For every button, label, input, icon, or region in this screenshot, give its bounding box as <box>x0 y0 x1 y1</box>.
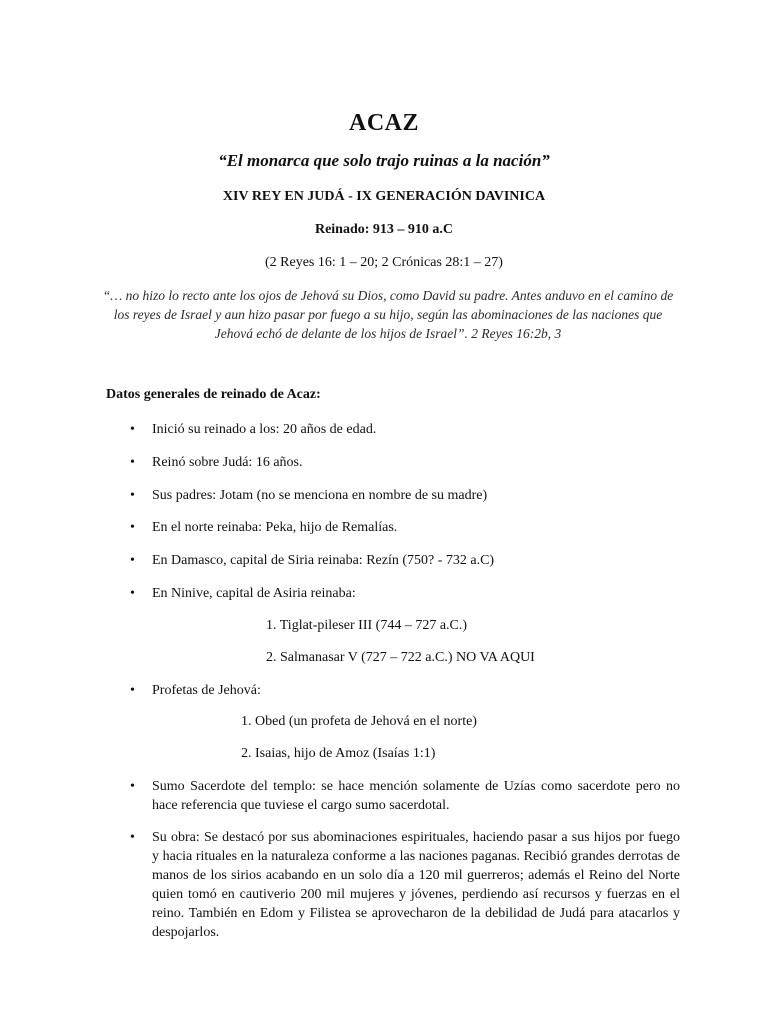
generation-line: XIV REY EN JUDÁ - IX GENERACIÓN DAVINICA <box>222 189 546 204</box>
assyria-king-item: 1. Tiglat-pileser III (744 – 727 a.C.) <box>266 618 468 633</box>
list-item <box>130 828 680 942</box>
list-item <box>130 518 680 537</box>
reign-dates: Reinado: 913 – 910 a.C <box>314 222 454 237</box>
assyria-king-item: 2. Salmanasar V (727 – 722 a.C.) NO VA AQUI <box>266 650 535 665</box>
bullet-icon: • <box>130 683 135 698</box>
bullet-icon: • <box>130 586 135 601</box>
scripture-quote: “… no hizo lo recto ante los ojos de Jehová su Dios, como David su padre. Antes anduvo en el camino de los reyes de Israel y aun hizo pasar por fuego a su hijo, según las abominaciones de las naciones que Jehová echó de delante de los hijos de Israel”. 2 Reyes 16:2b, 3 <box>102 288 674 341</box>
list-item <box>130 777 680 815</box>
list-item <box>130 681 680 700</box>
list-item-text: Reinó sobre Judá: 16 años. <box>152 455 303 470</box>
list-item-text: En el norte reinaba: Peka, hijo de Remalías. <box>152 520 398 535</box>
list-item <box>130 453 680 472</box>
scripture-references: (2 Reyes 16: 1 – 20; 2 Crónicas 28:1 – 27) <box>265 255 503 270</box>
list-item <box>130 486 680 505</box>
list-item-text: Su obra: Se destacó por sus abominaciones espirituales, haciendo pasar a sus hijos por fuego y hacia rituales en la naturaleza conforme a las naciones paganas. Recibió grandes derrotas de manos de los sirios acabando en un solo día a 120 mil guerreros; además el Reino del Norte quien tomó en cautiverio 200 mil mujeres y jóvenes, perdiendo así recursos y fuerzas en el reino. También en Edom y Filistea se aprovecharon de la debilidad de Judá para atacarlos y despojarlos. <box>152 830 680 940</box>
document-subtitle: “El monarca que solo trajo ruinas a la nación” <box>218 151 550 170</box>
bullet-icon: • <box>130 553 135 568</box>
bullet-icon: • <box>130 488 135 503</box>
list-item-text: En Damasco, capital de Siria reinaba: Rezín (750? - 732 a.C) <box>152 553 495 568</box>
bullet-icon: • <box>130 830 135 845</box>
document-title: ACAZ <box>348 110 419 136</box>
bullet-icon: • <box>130 422 135 437</box>
list-item <box>130 420 680 439</box>
section-heading: Datos generales de reinado de Acaz: <box>106 387 321 402</box>
bullet-icon: • <box>130 520 135 535</box>
list-item-text: En Ninive, capital de Asiria reinaba: <box>152 586 356 601</box>
list-item <box>130 584 680 603</box>
bullet-icon: • <box>130 455 135 470</box>
list-item-text: Inició su reinado a los: 20 años de edad. <box>152 422 377 437</box>
list-item-text: Sus padres: Jotam (no se menciona en nombre de su madre) <box>152 488 488 503</box>
bullet-icon: • <box>130 779 135 794</box>
list-item-text: Profetas de Jehová: <box>152 683 261 698</box>
prophet-item: 2. Isaias, hijo de Amoz (Isaías 1:1) <box>241 746 436 761</box>
list-item <box>130 551 680 570</box>
list-item-text: Sumo Sacerdote del templo: se hace mención solamente de Uzías como sacerdote pero no hace referencia que tuviese el cargo sumo sacerdotal. <box>152 779 680 813</box>
prophet-item: 1. Obed (un profeta de Jehová en el norte) <box>241 714 477 729</box>
